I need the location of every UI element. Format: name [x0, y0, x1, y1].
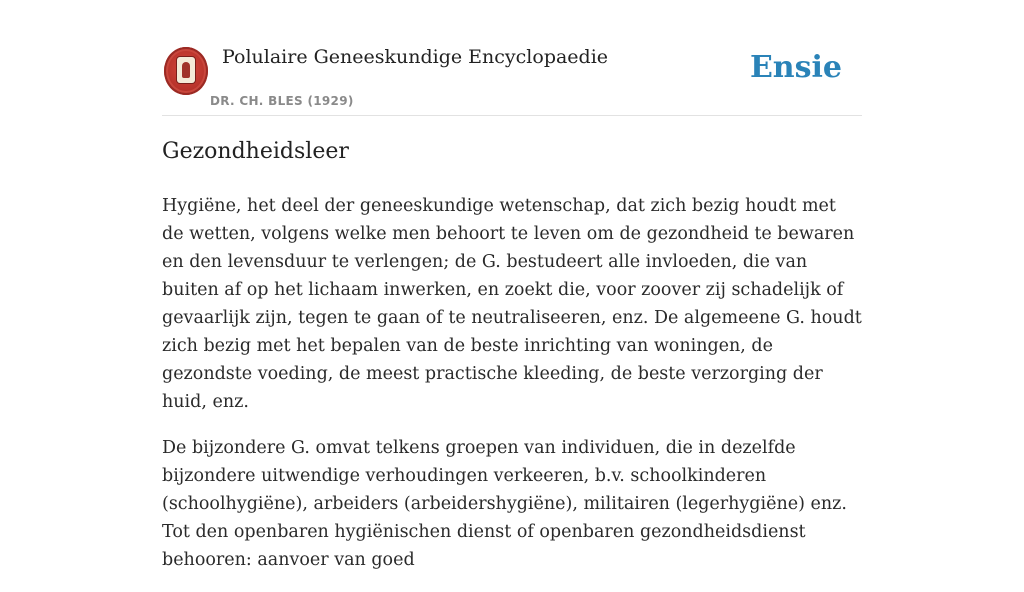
entry-body: [162, 192, 862, 592]
book-author: DR. CH. BLES (1929): [210, 94, 354, 108]
encyclopedia-cover-emblem-icon[interactable]: [164, 47, 208, 95]
entry-paragraph: Hygiëne, het deel der geneeskundige wetenschap, dat zich bezig houdt met de wetten, volgens welke men behoort te leven om de gezondheid te bewaren en den levensduur te verlengen; de G. bestudeert alle invloeden, die van buiten af op het lichaam inwerken, en zoekt die, voor zoover zij schadelijk of gevaarlijk zijn, tegen te gaan of te neutraliseeren, enz. De algemeene G. houdt zich bezig met het bepalen van de beste inrichting van woningen, de gezondste voeding, de meest practische kleeding, de beste verzorging der huid, enz.: [162, 196, 862, 412]
entry-title: Gezondheidsleer: [162, 139, 349, 164]
ensie-brand-link[interactable]: Ensie: [749, 50, 842, 85]
page-header: [162, 40, 862, 116]
entry-paragraph: De bijzondere G. omvat telkens groepen van individuen, die in dezelfde bijzondere uitwendige verhoudingen verkeeren, b.v. schoolkinderen (schoolhygiëne), arbeiders (arbeidershygiëne), militairen (legerhygiëne) enz. Tot den openbaren hygiënischen dienst of openbaren gezondheidsdienst behooren: aanvoer van goed: [162, 438, 847, 570]
book-title[interactable]: Polulaire Geneeskundige Encyclopaedie: [222, 46, 609, 68]
emblem-figure: [182, 62, 190, 78]
emblem-panel: [177, 57, 195, 83]
